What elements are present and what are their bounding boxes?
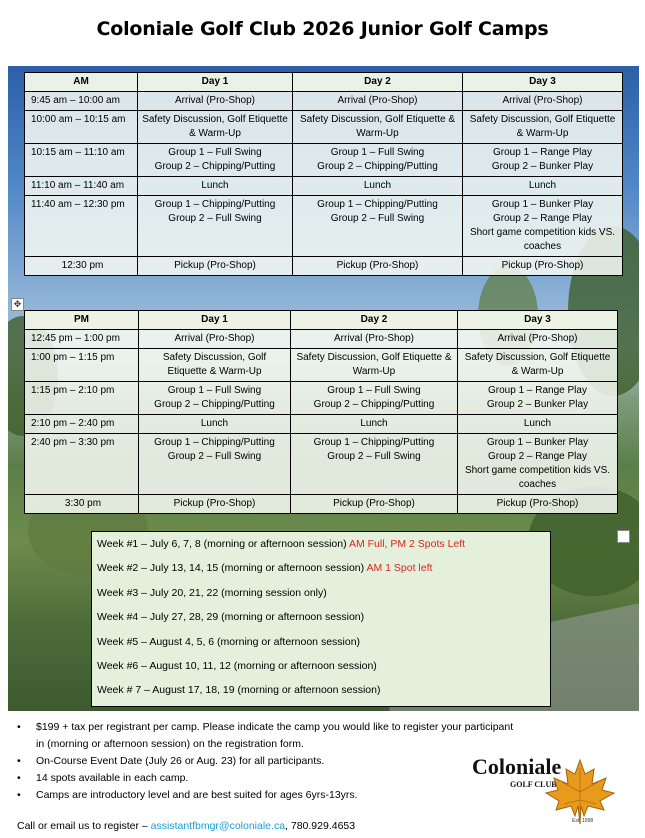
table-row (25, 196, 623, 257)
table-row (25, 330, 618, 349)
activity-cell: Arrival (Pro-Shop) (463, 92, 623, 111)
activity-cell: Safety Discussion, Golf Etiquette & Warm-Up (463, 111, 623, 144)
camp-week-status: AM Full, PM 2 Spots Left (348, 538, 466, 550)
camp-week-row (97, 538, 465, 550)
bullet-item: • 14 spots available in each camp. (17, 770, 517, 787)
pm-header-cell: Day 2 (291, 311, 458, 330)
bullet-item: • $199 + tax per registrant per camp. Please indicate the camp you would like to register your participant in (morning or afternoon session) on the registration form. (17, 719, 517, 753)
table-row (25, 434, 618, 495)
activity-cell: Group 1 – Full Swing Group 2 – Chipping/Putting (138, 144, 293, 177)
info-bullet-list (17, 719, 517, 804)
time-cell: 10:00 am – 10:15 am (25, 111, 138, 144)
camp-week-dates: Week #6 – August 10, 11, 12 (morning or afternoon session) (97, 660, 377, 672)
table-row (25, 349, 618, 382)
activity-cell: Safety Discussion, Golf Etiquette & Warm-Up (458, 349, 618, 382)
am-header-cell: Day 3 (463, 73, 623, 92)
activity-cell: Pickup (Pro-Shop) (463, 257, 623, 276)
activity-cell: Lunch (139, 415, 291, 434)
activity-cell: Pickup (Pro-Shop) (138, 257, 293, 276)
pm-header-row (25, 311, 618, 330)
logo-name: Coloniale (472, 754, 562, 779)
activity-cell: Group 1 – Bunker Play Group 2 – Range Play Short game competition kids VS. coaches (458, 434, 618, 495)
contact-phone: , 780.929.4653 (285, 820, 356, 832)
contact-line (17, 820, 355, 832)
activity-cell: Group 1 – Range Play Group 2 – Bunker Play (458, 382, 618, 415)
activity-cell: Lunch (458, 415, 618, 434)
activity-cell: Group 1 – Full Swing Group 2 – Chipping/Putting (293, 144, 463, 177)
table-row (25, 495, 618, 514)
activity-cell: Group 1 – Chipping/Putting Group 2 – Full Swing (293, 196, 463, 257)
am-header-row (25, 73, 623, 92)
camp-week-row (97, 562, 432, 574)
table-row (25, 382, 618, 415)
activity-cell: Arrival (Pro-Shop) (458, 330, 618, 349)
am-header-cell: Day 1 (138, 73, 293, 92)
pm-schedule-table (24, 310, 618, 514)
page-title: Coloniale Golf Club 2026 Junior Golf Camps (96, 18, 549, 40)
table-move-handle-icon[interactable]: ✥ (11, 298, 24, 311)
camp-week-row (97, 587, 327, 599)
time-cell: 12:45 pm – 1:00 pm (25, 330, 139, 349)
table-row (25, 92, 623, 111)
activity-cell: Safety Discussion, Golf Etiquette & Warm-Up (138, 111, 293, 144)
pm-header-cell: PM (25, 311, 139, 330)
activity-cell: Lunch (138, 177, 293, 196)
time-cell: 1:00 pm – 1:15 pm (25, 349, 139, 382)
time-cell: 2:10 pm – 2:40 pm (25, 415, 139, 434)
camp-week-dates: Week # 7 – August 17, 18, 19 (morning or afternoon session) (97, 684, 381, 697)
contact-prefix: Call or email us to register – (17, 820, 151, 832)
activity-cell: Safety Discussion, Golf Etiquette & Warm-Up (293, 111, 463, 144)
camp-week-row (97, 660, 377, 672)
time-cell: 12:30 pm (25, 257, 138, 276)
time-cell: 2:40 pm – 3:30 pm (25, 434, 139, 495)
table-resize-handle[interactable] (617, 530, 630, 543)
activity-cell: Pickup (Pro-Shop) (293, 257, 463, 276)
camp-week-dates: Week #4 – July 27, 28, 29 (morning or afternoon session) (97, 611, 365, 624)
bullet-item: • On-Course Event Date (July 26 or Aug. 23) for all participants. (17, 753, 517, 770)
logo-subtitle: GOLF CLUB (510, 780, 557, 789)
activity-cell: Lunch (463, 177, 623, 196)
camp-week-status: AM 1 Spot left (366, 562, 433, 575)
time-cell: 1:15 pm – 2:10 pm (25, 382, 139, 415)
table-row (25, 415, 618, 434)
camp-week-dates: Week #3 – July 20, 21, 22 (morning session only) (97, 586, 327, 599)
camp-week-row (97, 684, 380, 696)
activity-cell: Group 1 – Bunker Play Group 2 – Range Play Short game competition kids VS. coaches (463, 196, 623, 257)
table-row (25, 144, 623, 177)
activity-cell: Group 1 – Chipping/Putting Group 2 – Full Swing (138, 196, 293, 257)
activity-cell: Pickup (Pro-Shop) (291, 495, 458, 514)
table-row (25, 177, 623, 196)
logo-established: Est. 1998 (572, 818, 594, 824)
activity-cell: Group 1 – Full Swing Group 2 – Chipping/Putting (139, 382, 291, 415)
activity-cell: Group 1 – Chipping/Putting Group 2 – Full Swing (139, 434, 291, 495)
am-schedule-table (24, 72, 623, 276)
activity-cell: Safety Discussion, Golf Etiquette & Warm-Up (291, 349, 458, 382)
pm-header-cell: Day 3 (458, 311, 618, 330)
activity-cell: Arrival (Pro-Shop) (139, 330, 291, 349)
table-row (25, 257, 623, 276)
table-row (25, 111, 623, 144)
activity-cell: Pickup (Pro-Shop) (139, 495, 291, 514)
am-header-cell: Day 2 (293, 73, 463, 92)
camp-week-dates: Week #5 – August 4, 5, 6 (morning or afternoon session) (97, 635, 361, 648)
time-cell: 10:15 am – 11:10 am (25, 144, 138, 177)
camp-week-dates: Week #2 – July 13, 14, 15 (morning or afternoon session) (97, 562, 365, 575)
activity-cell: Lunch (291, 415, 458, 434)
camp-week-dates: Week #1 – July 6, 7, 8 (morning or afternoon session) (97, 538, 347, 550)
activity-cell: Arrival (Pro-Shop) (293, 92, 463, 111)
time-cell: 11:40 am – 12:30 pm (25, 196, 138, 257)
time-cell: 11:10 am – 11:40 am (25, 177, 138, 196)
club-logo (472, 750, 622, 828)
activity-cell: Group 1 – Chipping/Putting Group 2 – Full Swing (291, 434, 458, 495)
contact-email-link[interactable]: assistantfbmgr@coloniale.ca (150, 820, 286, 832)
activity-cell: Arrival (Pro-Shop) (138, 92, 293, 111)
maple-leaf-icon (544, 758, 616, 824)
activity-cell: Arrival (Pro-Shop) (291, 330, 458, 349)
am-header-cell: AM (25, 73, 138, 92)
pm-header-cell: Day 1 (139, 311, 291, 330)
camp-week-row (97, 611, 364, 623)
camp-weeks-box (91, 531, 551, 707)
camp-week-row (97, 636, 360, 648)
time-cell: 3:30 pm (25, 495, 139, 514)
activity-cell: Group 1 – Full Swing Group 2 – Chipping/Putting (291, 382, 458, 415)
bullet-item: • Camps are introductory level and are best suited for ages 6yrs-13yrs. (17, 787, 517, 804)
activity-cell: Pickup (Pro-Shop) (458, 495, 618, 514)
activity-cell: Group 1 – Range Play Group 2 – Bunker Play (463, 144, 623, 177)
time-cell: 9:45 am – 10:00 am (25, 92, 138, 111)
activity-cell: Safety Discussion, Golf Etiquette & Warm-Up (139, 349, 291, 382)
activity-cell: Lunch (293, 177, 463, 196)
